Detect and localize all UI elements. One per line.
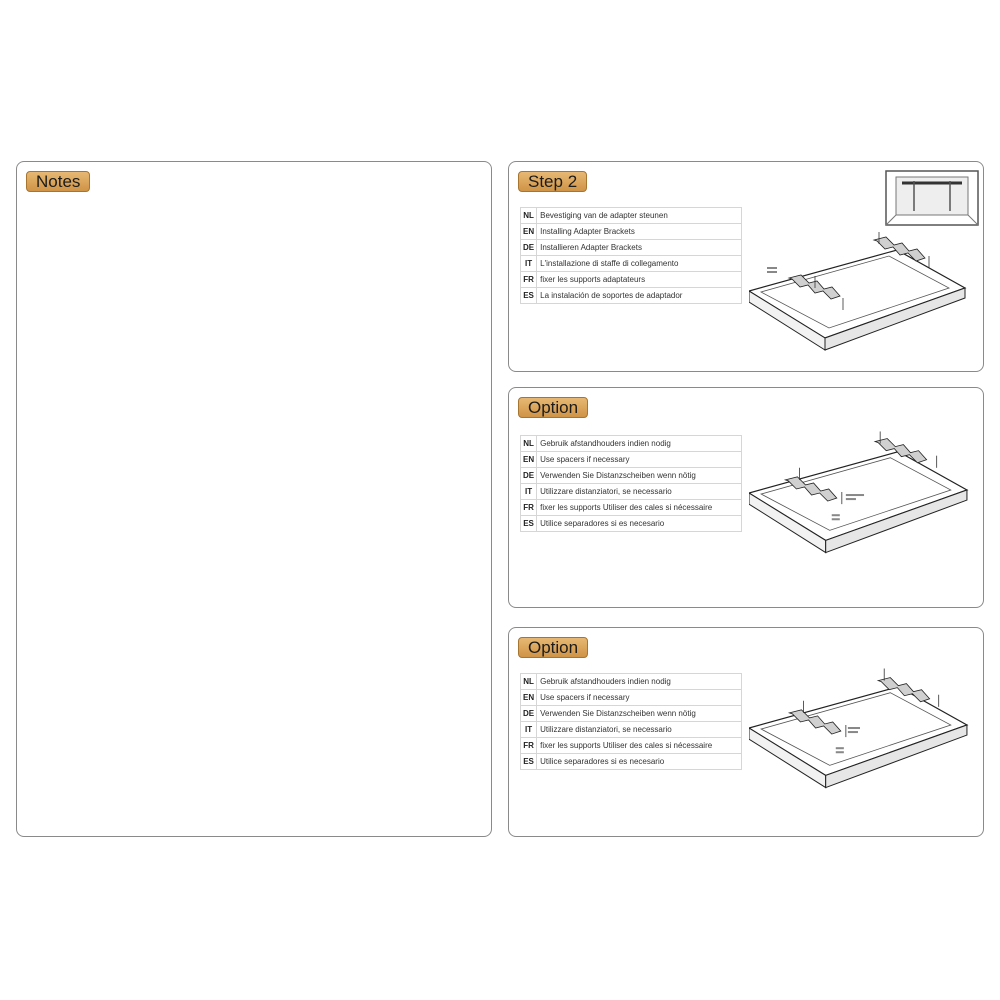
option2-panel [508,627,984,837]
lang-code: EN [521,452,537,468]
lang-text: Use spacers if necessary [537,452,742,468]
lang-text: Use spacers if necessary [537,690,742,706]
lang-text: Installing Adapter Brackets [537,224,742,240]
lang-text: Verwenden Sie Distanzscheiben wenn nötig [537,706,742,722]
option1-title: Option [518,397,588,418]
option2-language-table [520,673,742,770]
table-row [521,436,742,452]
table-row [521,272,742,288]
lang-code: ES [521,754,537,770]
lang-text: Installieren Adapter Brackets [537,240,742,256]
lang-code: NL [521,674,537,690]
table-row [521,484,742,500]
step2-language-table [520,207,742,304]
lang-code: IT [521,484,537,500]
tv-bracket-assembly-illustration [749,426,973,556]
step2-title: Step 2 [518,171,587,192]
lang-code: FR [521,738,537,754]
tv-bracket-assembly-illustration [749,226,971,352]
lang-text: Bevestiging van de adapter steunen [537,208,742,224]
lang-code: ES [521,516,537,532]
table-row [521,706,742,722]
tv-back-thumbnail-icon [884,169,980,227]
notes-panel [16,161,492,837]
lang-text: Gebruik afstandhouders indien nodig [537,674,742,690]
lang-text: Utilice separadores si es necesario [537,754,742,770]
lang-code: DE [521,240,537,256]
table-row [521,240,742,256]
lang-code: NL [521,436,537,452]
option1-language-table [520,435,742,532]
option1-panel [508,387,984,608]
lang-code: FR [521,500,537,516]
table-row [521,754,742,770]
table-row [521,256,742,272]
tv-bracket-assembly-illustration [749,662,973,790]
option2-title: Option [518,637,588,658]
lang-code: DE [521,468,537,484]
lang-code: DE [521,706,537,722]
lang-code: EN [521,224,537,240]
table-row [521,208,742,224]
lang-text: Gebruik afstandhouders indien nodig [537,436,742,452]
table-row [521,288,742,304]
lang-code: IT [521,722,537,738]
table-row [521,516,742,532]
lang-code: IT [521,256,537,272]
table-row [521,674,742,690]
table-row [521,224,742,240]
lang-text: Utilice separadores si es necesario [537,516,742,532]
lang-text: Verwenden Sie Distanzscheiben wenn nötig [537,468,742,484]
table-row [521,468,742,484]
lang-text: Utilizzare distanziatori, se necessario [537,722,742,738]
table-row [521,722,742,738]
lang-text: fixer les supports adaptateurs [537,272,742,288]
lang-text: fixer les supports Utiliser des cales si nécessaire [537,500,742,516]
lang-text: L'installazione di staffe di collegamento [537,256,742,272]
notes-title: Notes [26,171,90,192]
table-row [521,500,742,516]
lang-code: NL [521,208,537,224]
lang-text: La instalación de soportes de adaptador [537,288,742,304]
table-row [521,690,742,706]
lang-text: Utilizzare distanziatori, se necessario [537,484,742,500]
lang-code: ES [521,288,537,304]
lang-code: EN [521,690,537,706]
table-row [521,452,742,468]
step2-panel [508,161,984,372]
lang-code: FR [521,272,537,288]
table-row [521,738,742,754]
lang-text: fixer les supports Utiliser des cales si nécessaire [537,738,742,754]
